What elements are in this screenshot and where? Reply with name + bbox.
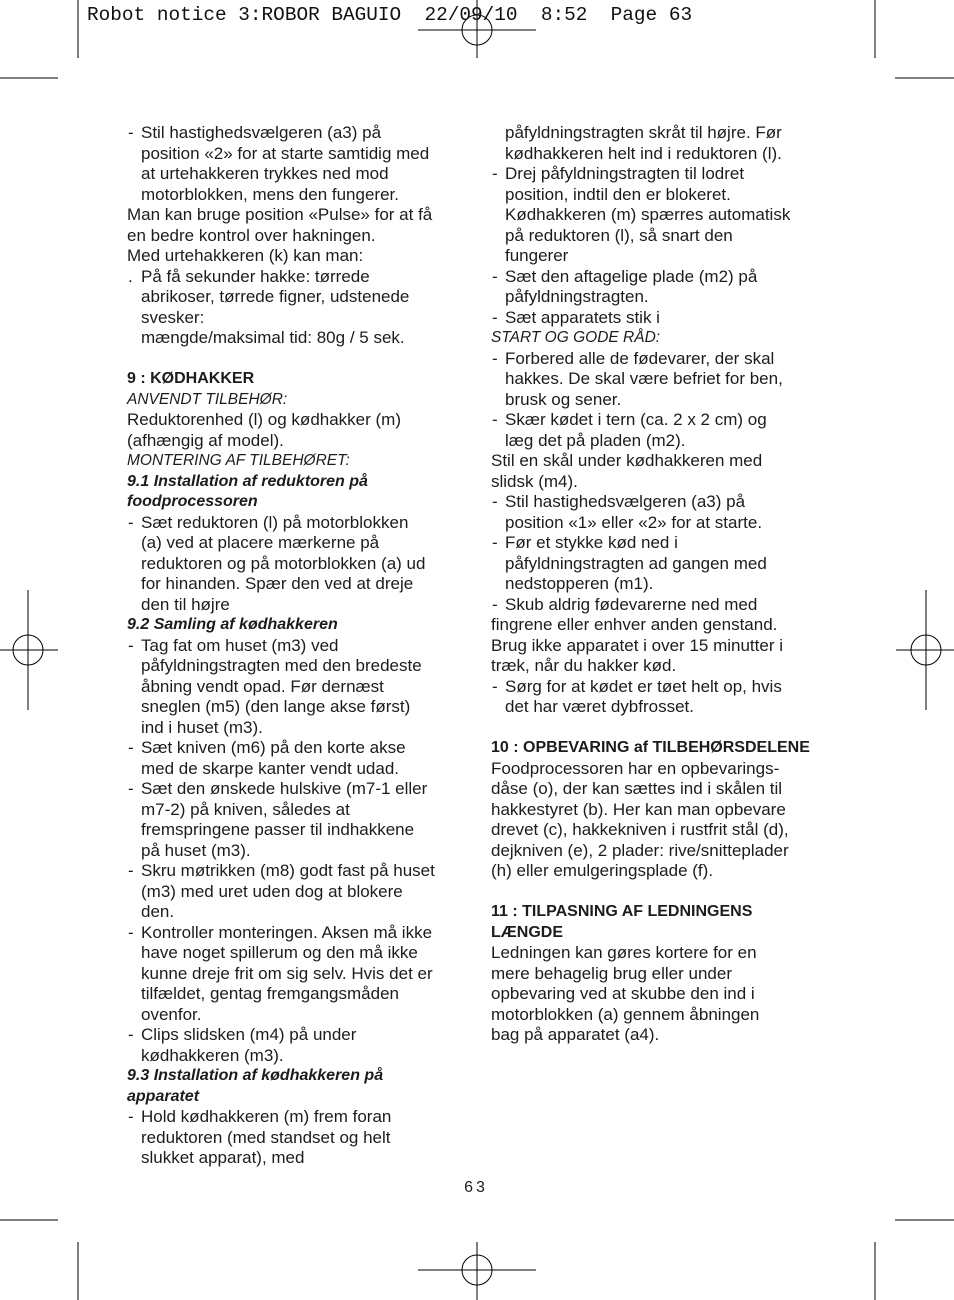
bullet-marker: - xyxy=(492,348,498,368)
text-line: på reduktoren (l), så snart den xyxy=(505,225,733,245)
text-line: svesker: xyxy=(141,307,205,327)
text-line: dejkniven (e), 2 plader: rive/snitteplader xyxy=(491,840,789,860)
text-line: Skru møtrikken (m8) godt fast på huset xyxy=(141,861,435,880)
bullet-item xyxy=(127,738,477,779)
section-heading-10 xyxy=(491,738,841,759)
text-line: tilfældet, gentag fremgangsmåden xyxy=(141,984,399,1003)
bullet-marker: - xyxy=(492,164,498,183)
bullet-marker: - xyxy=(128,738,134,757)
text-line: Ledningen kan gøres kortere for en xyxy=(491,943,757,962)
right-column xyxy=(491,123,841,1046)
text-line: (afhængig af model). xyxy=(127,430,284,450)
paragraph xyxy=(491,943,841,1046)
text-line: motorblokken, mens den fungerer. xyxy=(141,184,399,204)
text-line: Drej påfyldningstragten til lodret xyxy=(505,164,745,183)
bullet-marker: - xyxy=(128,779,134,798)
text-line: nedstopperen (m1). xyxy=(505,574,654,593)
text-line: Med urtehakkeren (k) kan man: xyxy=(127,246,364,265)
text-line: Kødhakkeren (m) spærres automatisk xyxy=(505,205,791,224)
text-line: Stil hastighedsvælgeren (a3) på xyxy=(505,492,746,511)
registration-mark-left xyxy=(0,590,58,710)
bullet-marker: - xyxy=(128,512,134,532)
bullet-item xyxy=(127,1025,477,1066)
text-line: påfyldningstragten ad gangen med xyxy=(505,553,767,573)
label-start-tips xyxy=(491,328,841,349)
text-line: kødhakkeren (m3). xyxy=(141,1045,284,1065)
text-line: Kontroller monteringen. Aksen må ikke xyxy=(141,922,433,942)
bullet-marker: - xyxy=(128,123,134,142)
subheading-9-1 xyxy=(127,472,477,513)
text-line: drevet (c), hakkekniven i rustfrit stål (d), xyxy=(491,820,789,839)
heading-line: LÆNGDE xyxy=(491,923,563,941)
text-line: mængde/maksimal tid: 80g / 5 sek. xyxy=(141,328,405,347)
registration-mark-bottom xyxy=(418,1242,536,1300)
bullet-marker: - xyxy=(128,861,134,880)
text-line: fingrene eller enhver anden genstand. xyxy=(491,615,778,634)
text-line: bag på apparatet (a4). xyxy=(491,1025,660,1044)
text-line: Sæt den ønskede hulskive (m7-1 eller xyxy=(141,779,428,798)
text-line: hakkestyret (b). Her kan man opbevare xyxy=(491,799,786,819)
text-line: det har været dybfrosset. xyxy=(505,697,694,716)
registration-mark-right xyxy=(896,590,954,710)
text-line: med de skarpe kanter vendt udad. xyxy=(141,758,399,778)
bullet-item xyxy=(491,308,841,329)
bullet-marker: - xyxy=(492,492,498,511)
text-line: reduktoren og på motorblokken (a) ud xyxy=(141,553,426,573)
text-line: position «2» for at starte samtidig med xyxy=(141,143,430,163)
text-line: at urtehakkeren trykkes ned mod xyxy=(141,164,389,183)
text-line: brusk og sener. xyxy=(505,389,622,409)
text-line: opbevaring ved at skubbe den ind i xyxy=(491,984,755,1003)
text-line: Sæt den aftagelige plade (m2) på xyxy=(505,266,758,286)
bullet-marker: - xyxy=(492,410,498,429)
bullet-item xyxy=(491,492,841,533)
subheading-line: apparatet xyxy=(127,1087,200,1105)
text-line: m7-2) på kniven, således at xyxy=(141,799,350,819)
bullet-continuation xyxy=(491,123,841,164)
text-line: kunne dreje frit om sig selv. Hvis det er xyxy=(141,963,433,983)
text-line: Før et stykke kød ned i xyxy=(505,533,678,552)
text-line: mere behagelig brug eller under xyxy=(491,963,732,983)
text-line: (m3) med uret uden dog at blokere xyxy=(141,881,403,901)
text-line: (a) ved at placere mærkerne på xyxy=(141,533,380,552)
bullet-item xyxy=(127,513,477,616)
text-line: for hinanden. Spær den ved at dreje xyxy=(141,574,414,593)
bullet-item xyxy=(491,267,841,308)
paragraph xyxy=(127,410,477,451)
crop-mark-bottom-left xyxy=(0,1220,78,1300)
label-assembly xyxy=(127,451,477,472)
text-line: Stil en skål under kødhakkeren med xyxy=(491,451,763,470)
text-line: Tag fat om huset (m3) ved xyxy=(141,635,339,655)
paragraph xyxy=(491,451,841,492)
heading-line: 9 : KØDHAKKER xyxy=(127,370,255,387)
bullet-item xyxy=(491,410,841,451)
dot-item xyxy=(127,267,477,349)
text-line: Skær kødet i tern (ca. 2 x 2 cm) og xyxy=(505,410,767,429)
text-line: Foodprocessoren har en opbevarings- xyxy=(491,758,780,778)
text-line: Sørg for at kødet er tøet helt op, hvis xyxy=(505,676,782,696)
text-line: påfyldningstragten med den bredeste xyxy=(141,656,422,675)
subheading-line: 9.1 Installation af reduktoren på xyxy=(127,472,368,490)
text-line: Sæt kniven (m6) på den korte akse xyxy=(141,738,406,757)
bullet-marker: - xyxy=(128,1025,134,1044)
subheading-line: 9.2 Samling af kødhakkeren xyxy=(127,616,338,633)
text-line: påfyldningstragten skråt til højre. Før xyxy=(505,123,782,142)
subheading-line: foodprocessoren xyxy=(127,493,258,510)
label-line: ANVENDT TILBEHØR: xyxy=(127,390,288,408)
bullet-marker: - xyxy=(492,307,498,327)
section-heading-9 xyxy=(127,369,477,390)
left-column xyxy=(127,123,477,1169)
text-line: position, indtil den er blokeret. xyxy=(505,184,731,204)
text-line: Hold kødhakkeren (m) frem foran xyxy=(141,1107,392,1126)
bullet-item xyxy=(491,533,841,595)
text-line: have noget spillerum og den må ikke xyxy=(141,943,418,962)
page-number: 63 xyxy=(464,1179,488,1196)
text-line: position «1» eller «2» for at starte. xyxy=(505,512,763,532)
crop-mark-top-left xyxy=(0,0,78,78)
text-line: fremspringene passer til indhakkene xyxy=(141,820,415,839)
crop-mark-bottom-right xyxy=(875,1220,954,1300)
text-line: Reduktorenhed (l) og kødhakker (m) xyxy=(127,410,402,429)
bullet-item xyxy=(491,349,841,411)
text-line: ovenfor. xyxy=(141,1004,202,1024)
bullet-marker: - xyxy=(128,922,134,942)
text-line: Clips slidsken (m4) på under xyxy=(141,1025,357,1044)
bullet-item xyxy=(491,595,841,636)
text-line: den til højre xyxy=(141,594,230,614)
print-slug: Robot notice 3:ROBOR BAGUIO 22/09/10 8:52 Page 63 xyxy=(87,4,693,26)
bullet-item xyxy=(127,779,477,861)
paragraph xyxy=(491,636,841,677)
text-line: dåse (o), der kan sættes ind i skålen til xyxy=(491,779,783,798)
label-line: START OG GODE RÅD: xyxy=(491,329,661,346)
text-line: Stil hastighedsvælgeren (a3) på xyxy=(141,123,382,142)
text-line: Sæt apparatets stik i xyxy=(505,307,660,327)
bullet-item xyxy=(491,164,841,267)
bullet-marker: - xyxy=(128,1107,134,1126)
subheading-9-3 xyxy=(127,1066,477,1107)
text-line: læg det på pladen (m2). xyxy=(505,430,686,450)
subheading-line: 9.3 Installation af kødhakkeren på xyxy=(127,1067,384,1084)
text-line: påfyldningstragten. xyxy=(505,287,649,306)
text-line: (h) eller emulgeringsplade (f). xyxy=(491,861,714,880)
bullet-item xyxy=(127,861,477,923)
heading-line: 11 : TILPASNING AF LEDNINGENS xyxy=(491,903,753,920)
text-line: på huset (m3). xyxy=(141,840,251,860)
text-line: sneglen (m5) (den lange akse først) xyxy=(141,697,411,716)
bullet-item xyxy=(127,923,477,1026)
text-line: Sæt reduktoren (l) på motorblokken xyxy=(141,512,409,532)
text-line: fungerer xyxy=(505,246,569,265)
paragraph xyxy=(491,759,841,882)
heading-line: 10 : OPBEVARING af TILBEHØRSDELENE xyxy=(491,739,810,756)
label-line: MONTERING AF TILBEHØRET: xyxy=(127,452,350,469)
section-heading-11 xyxy=(491,902,841,943)
bullet-item xyxy=(491,677,841,718)
bullet-marker: - xyxy=(492,594,498,614)
text-line: På få sekunder hakke: tørrede xyxy=(141,266,370,286)
text-line: slidsk (m4). xyxy=(491,471,578,491)
text-line: reduktoren (med standset og helt xyxy=(141,1127,391,1147)
bullet-marker: - xyxy=(492,676,498,696)
text-line: Forbered alle de fødevarer, der skal xyxy=(505,348,775,368)
bullet-marker: - xyxy=(128,635,134,655)
bullet-item xyxy=(127,1107,477,1169)
text-line: kødhakkeren helt ind i reduktoren (l). xyxy=(505,143,782,163)
text-line: hakkes. De skal være befriet for ben, xyxy=(505,369,783,388)
label-accessories xyxy=(127,390,477,411)
text-line: Man kan bruge position «Pulse» for at få xyxy=(127,205,433,224)
paragraph xyxy=(127,205,477,267)
text-line: Skub aldrig fødevarerne ned med xyxy=(505,594,758,614)
text-line: åbning vendt opad. Før dernæst xyxy=(141,676,384,696)
text-line: slukket apparat), med xyxy=(141,1148,305,1167)
bullet-marker: - xyxy=(492,533,498,552)
text-line: motorblokken (a) gennem åbningen xyxy=(491,1004,760,1024)
text-line: ind i huset (m3). xyxy=(141,717,263,737)
text-line: den. xyxy=(141,902,175,921)
subheading-9-2 xyxy=(127,615,477,636)
bullet-item xyxy=(127,636,477,739)
text-line: abrikoser, tørrede figner, udstenede xyxy=(141,287,410,306)
crop-mark-top-right xyxy=(875,0,954,78)
bullet-marker: - xyxy=(492,266,498,286)
text-line: en bedre kontrol over hakningen. xyxy=(127,225,376,245)
bullet-item xyxy=(127,123,477,205)
text-line: træk, når du hakker kød. xyxy=(491,656,677,675)
dot-marker: . xyxy=(128,266,133,286)
text-line: Brug ikke apparatet i over 15 minutter i xyxy=(491,635,783,655)
